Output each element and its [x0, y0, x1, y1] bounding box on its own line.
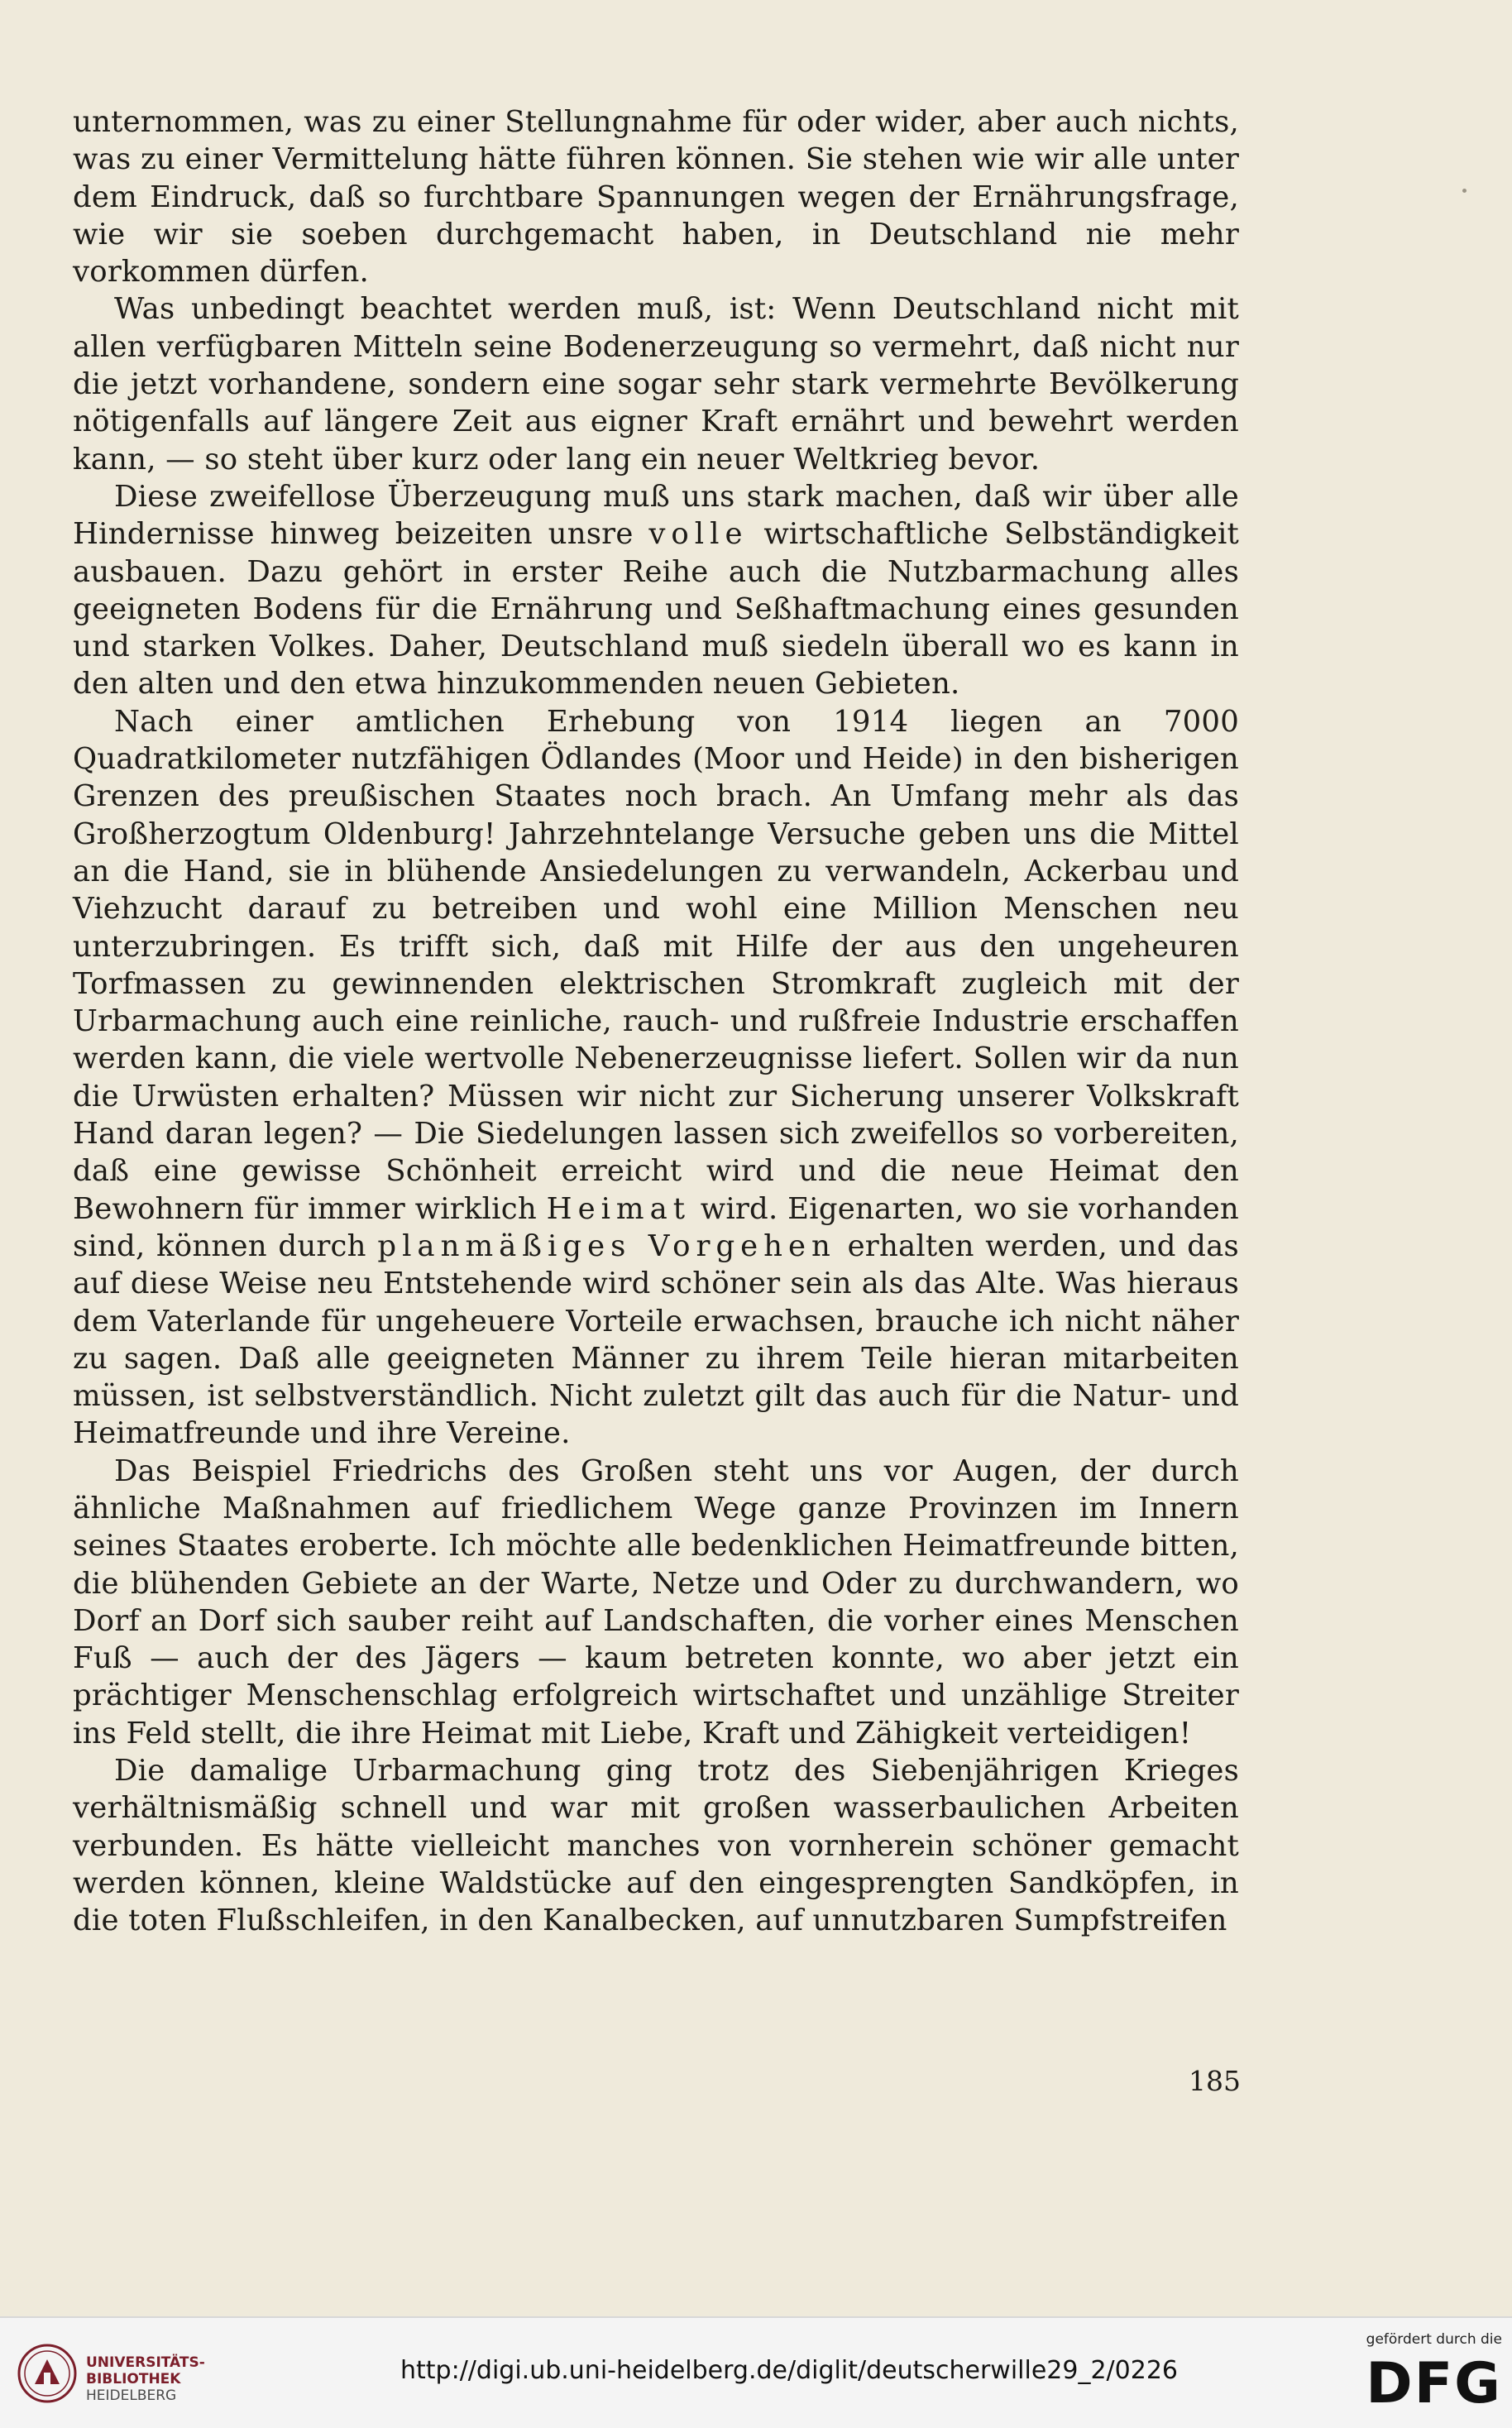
paragraph-3-part-1: Diese zweifellose Überzeugung muß uns stark machen, daß wir über alle Hindernisse hinweg beizeiten unsre	[73, 479, 1239, 552]
funding-caption: gefördert durch die	[1366, 2331, 1502, 2348]
paper-speck	[1462, 189, 1467, 193]
digitization-footer	[0, 2316, 1512, 2428]
paragraph-3-part-2: wirtschaftliche Selbständigkeit ausbauen. Dazu gehört in erster Reihe auch die Nutzbarmachung alles geeigneten Bodens für die Ernährung und Seßhaftmachung eines gesunden und starken Volkes. Daher, Deutschland muß siedeln überall wo es kann in den alten und den etwa hinzukommenden neuen Gebieten.	[73, 517, 1239, 702]
dfg-logo[interactable]: DFG	[1366, 2351, 1502, 2416]
paragraph-4-part-1: Nach einer amtlichen Erhebung von 1914 liegen an 7000 Quadratkilometer nutzfähigen Ödlandes (Moor und Heide) in den bisherigen Grenzen des preußischen Staates noch brach. An Umfang mehr als das Großherzogtum Oldenburg! Jahrzehntelange Versuche geben uns die Mittel an die Hand, sie in blühende Ansiedelungen zu verwandeln, Ackerbau und Viehzucht darauf zu betreiben und wohl eine Million Menschen neu unterzubringen. Es trifft sich, daß mit Hilfe der aus den ungeheuren Torfmassen zu gewinnenden elektrischen Stromkraft zugleich mit der Urbarmachung auch eine reinliche, rauch- und rußfreie Industrie erschaffen werden kann, die viele wertvolle Nebenerzeugnisse liefert. Sollen wir da nun die Urwüsten erhalten? Müssen wir nicht zur Sicherung unserer Volkskraft Hand daran legen? — Die Siedelungen lassen sich zweifellos so vorbereiten, daß eine gewisse Schönheit erreicht wird und die neue Heimat den Bewohnern für immer wirklich	[73, 704, 1239, 1226]
paragraph-4	[73, 703, 1239, 1453]
permalink-url[interactable]: http://digi.ub.uni-heidelberg.de/diglit/deutscherwille29_2/0226	[400, 2356, 1178, 2385]
body-text	[73, 103, 1239, 1940]
university-seal-icon	[17, 2343, 78, 2404]
library-name-line-3: HEIDELBERG	[86, 2387, 177, 2404]
paragraph-4-part-3: erhalten werden, und das auf diese Weise neu Entstehende wird schöner sein als das Alte. Was hieraus dem Vaterlande für ungeheuere Vorteile erwachsen, brauche ich nicht näher zu sagen. Daß alle geeigneten Männer zu ihrem Teile hieran mitarbeiten müssen, ist selbstverständlich. Nicht zuletzt gilt das auch für die Natur- und Heimatfreunde und ihre Vereine.	[73, 1228, 1239, 1451]
paragraph-4-part-2: wird. Eigenarten, wo sie vorhanden sind, können durch	[73, 1191, 1239, 1263]
library-name[interactable]	[86, 2354, 205, 2404]
library-name-line-2: BIBLIOTHEK	[86, 2371, 181, 2387]
library-name-line-1: UNIVERSITÄTS-	[86, 2354, 205, 2371]
paragraph-6: Die damalige Urbarmachung ging trotz des Siebenjährigen Krieges verhältnismäßig schnell und war mit großen wasserbaulichen Arbeiten verbunden. Es hätte vielleicht manches von vornherein schöner gemacht werden können, kleine Waldstücke auf den eingesprengten Sandköpfen, in die toten Flußschleifen, in den Kanalbecken, auf unnutzbaren Sumpfstreifen	[73, 1754, 1239, 1938]
paragraph-5: Das Beispiel Friedrichs des Großen steht uns vor Augen, der durch ähnliche Maßnahmen auf friedlichem Wege ganze Provinzen im Innern seines Staates eroberte. Ich möchte alle bedenklichen Heimatfreunde bitten, die blühenden Gebiete an der Warte, Netze und Oder zu durchwandern, wo Dorf an Dorf sich sauber reiht auf Landschaften, die vorher eines Menschen Fuß — auch der des Jägers — kaum betreten konnte, wo aber jetzt ein prächtiger Menschenschlag erfolgreich wirtschaftet und unzählige Streiter ins Feld stellt, die ihre Heimat mit Liebe, Kraft und Zähigkeit verteidigen!	[73, 1453, 1239, 1750]
page-number: 185	[1189, 2065, 1241, 2097]
paragraph-1: unternommen, was zu einer Stellungnahme für oder wider, aber auch nichts, was zu einer Vermittelung hätte führen können. Sie stehen wie wir alle unter dem Eindruck, daß so furchtbare Spannungen wegen der Ernährungsfrage, wie wir sie soeben durchgemacht haben, in Deutschland nie mehr vorkommen dürfen.	[73, 105, 1239, 290]
paragraph-2: Was unbedingt beachtet werden muß, ist: Wenn Deutschland nicht mit allen verfügbaren Mitteln seine Bodenerzeugung so vermehrt, daß nicht nur die jetzt vorhandene, sondern eine sogar sehr stark vermehrte Bevölkerung nötigenfalls auf längere Zeit aus eigner Kraft ernährt und bewehrt werden kann, — so steht über kurz oder lang ein neuer Weltkrieg bevor.	[73, 292, 1239, 477]
emphasis-volle: volle	[648, 517, 749, 552]
emphasis-heimat: Heimat	[546, 1191, 691, 1226]
paragraph-3	[73, 478, 1239, 703]
emphasis-planmaessiges-vorgehen: planmäßiges Vorgehen	[377, 1228, 836, 1263]
